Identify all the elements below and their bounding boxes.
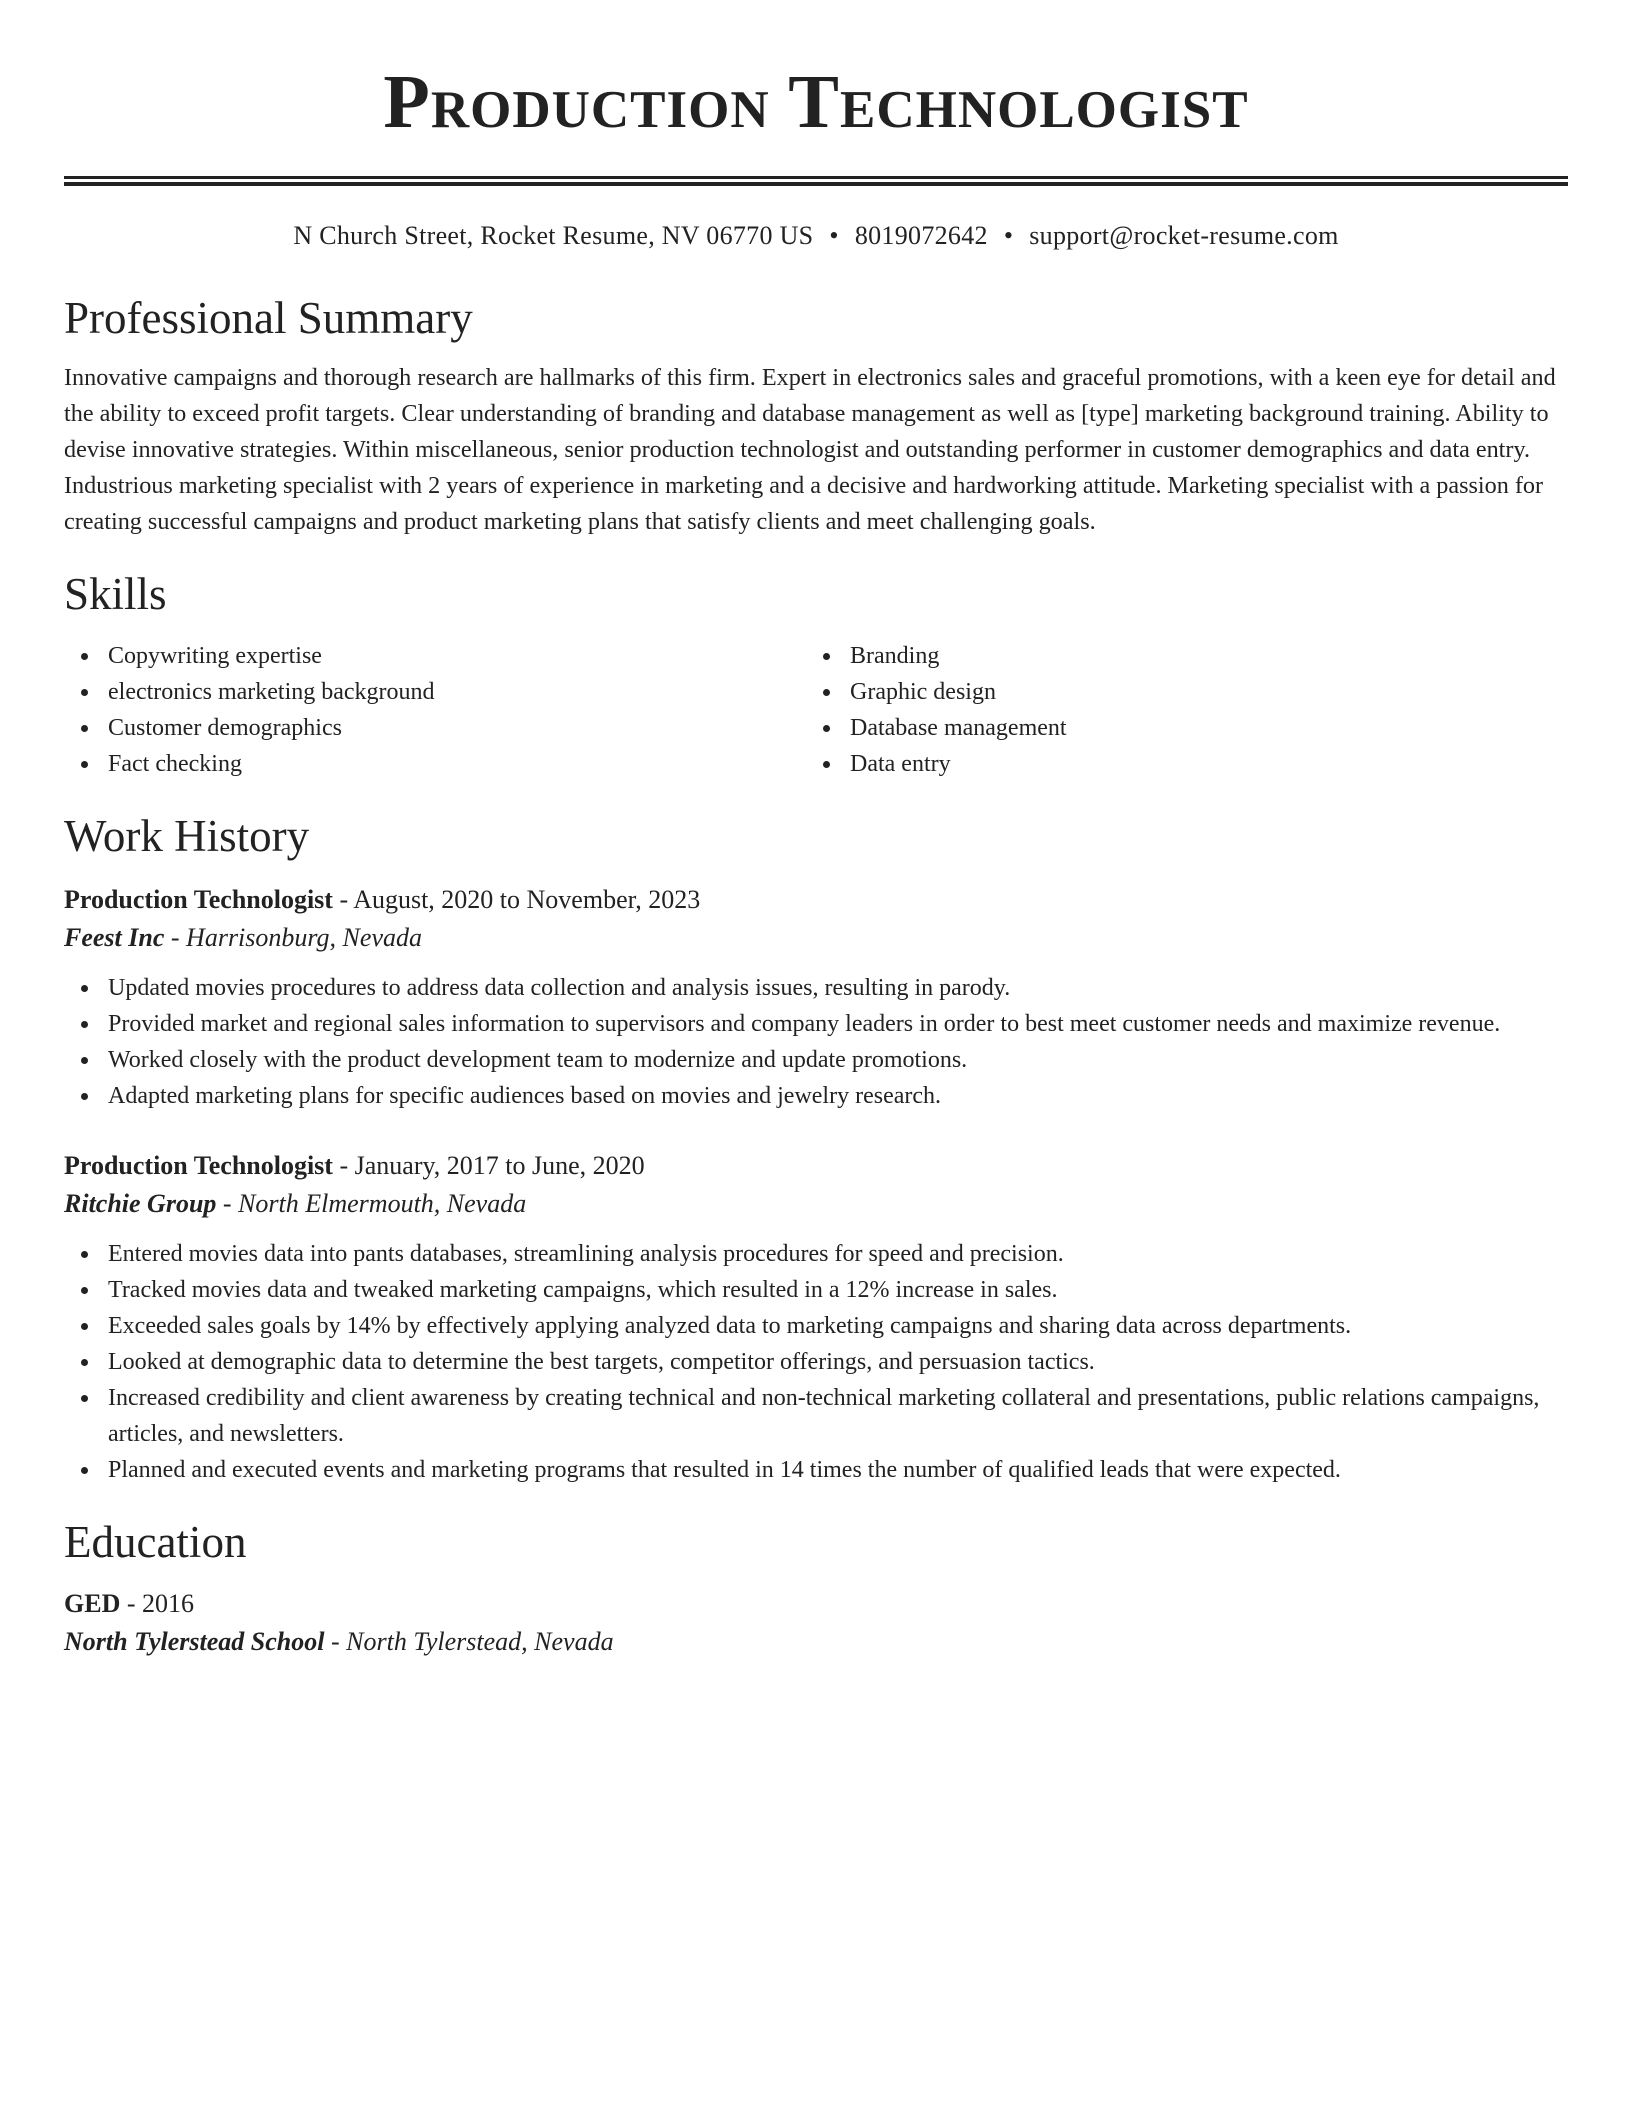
- contact-address: N Church Street, Rocket Resume, NV 06770 US: [293, 221, 814, 250]
- summary-heading: Professional Summary: [64, 293, 473, 343]
- header-divider: [64, 176, 1568, 186]
- job-dates: - January, 2017 to June, 2020: [332, 1151, 645, 1180]
- contact-phone: 8019072642: [854, 221, 988, 250]
- bullet-icon: [823, 725, 830, 732]
- job-employer: [64, 918, 1568, 958]
- resume-name: Production Technologist: [383, 60, 1249, 144]
- job-header: [64, 1148, 1568, 1184]
- work-history-heading: Work History: [64, 811, 310, 861]
- job-bullet: Increased credibility and client awareness by creating technical and non-technical marketing collateral and presentations, public relations campaigns, articles, and newsletters.: [64, 1380, 1568, 1452]
- skill-item: Branding: [806, 638, 1548, 674]
- education-institution: [64, 1622, 1568, 1662]
- job-bullet: Exceeded sales goals by 14% by effectively applying analyzed data to marketing campaigns and sharing data across departments.: [64, 1308, 1568, 1344]
- bullet-icon: [81, 1395, 88, 1402]
- bullet-icon: [81, 985, 88, 992]
- bullet-icon: [823, 653, 830, 660]
- job-bullet: Looked at demographic data to determine the best targets, competitor offerings, and persuasion tactics.: [64, 1344, 1568, 1380]
- job-role: Production Technologist: [64, 1151, 333, 1180]
- skills-columns: [64, 638, 1568, 782]
- skill-item: Copywriting expertise: [64, 638, 806, 674]
- job-bullet: Adapted marketing plans for specific audiences based on movies and jewelry research.: [64, 1078, 1568, 1114]
- bullet-icon: [81, 653, 88, 660]
- education-location: - North Tylerstead, Nevada: [324, 1627, 614, 1656]
- education-school: North Tylerstead School: [64, 1627, 325, 1656]
- skills-left-list: [64, 638, 806, 782]
- job-entry: [64, 1148, 1568, 1488]
- education-year: - 2016: [120, 1589, 195, 1618]
- job-location: - North Elmermouth, Nevada: [216, 1189, 527, 1218]
- contact-line: [64, 220, 1568, 252]
- bullet-icon: [81, 761, 88, 768]
- job-bullet: Updated movies procedures to address data collection and analysis issues, resulting in parody.: [64, 970, 1568, 1006]
- contact-separator: •: [829, 221, 839, 250]
- bullet-icon: [81, 1323, 88, 1330]
- skill-item: Graphic design: [806, 674, 1548, 710]
- skills-heading: Skills: [64, 569, 167, 619]
- job-location: - Harrisonburg, Nevada: [164, 923, 422, 952]
- job-bullet: Provided market and regional sales information to supervisors and company leaders in order to best meet customer needs and maximize revenue.: [64, 1006, 1568, 1042]
- job-bullet: Planned and executed events and marketing programs that resulted in 14 times the number of qualified leads that were expected.: [64, 1452, 1568, 1488]
- education-entry: [64, 1586, 1568, 1662]
- skill-item: Fact checking: [64, 746, 806, 782]
- education-heading: Education: [64, 1517, 247, 1567]
- bullet-icon: [81, 1021, 88, 1028]
- bullet-icon: [81, 1251, 88, 1258]
- bullet-icon: [823, 689, 830, 696]
- job-company: Feest Inc: [64, 923, 165, 952]
- job-entry: [64, 882, 1568, 1114]
- bullet-icon: [823, 761, 830, 768]
- education-header: [64, 1586, 1568, 1622]
- bullet-icon: [81, 689, 88, 696]
- summary-text: Innovative campaigns and thorough research are hallmarks of this firm. Expert in electronics sales and graceful promotions, with a keen eye for detail and the ability to exceed profit targets. Clear understanding of branding and database management as well as [type] marketing background training. Ability to devise innovative strategies. Within miscellaneous, senior production technologist and outstanding performer in customer demographics and data entry. Industrious marketing specialist with 2 years of experience in marketing and a decisive and hardworking attitude. Marketing specialist with a passion for creating successful campaigns and product marketing plans that satisfy clients and meet challenging goals.: [64, 364, 1556, 535]
- contact-separator: •: [1003, 221, 1014, 250]
- bullet-icon: [81, 1093, 88, 1100]
- bullet-icon: [81, 1467, 88, 1474]
- skill-item: Data entry: [806, 746, 1548, 782]
- bullet-icon: [81, 1057, 88, 1064]
- bullet-icon: [81, 725, 88, 732]
- job-bullet: Entered movies data into pants databases, streamlining analysis procedures for speed and precision.: [64, 1236, 1568, 1272]
- skill-item: electronics marketing background: [64, 674, 806, 710]
- job-dates: - August, 2020 to November, 2023: [332, 885, 701, 914]
- job-bullet: Worked closely with the product development team to modernize and update promotions.: [64, 1042, 1568, 1078]
- skills-right-list: [806, 638, 1548, 782]
- job-employer: [64, 1184, 1568, 1224]
- job-bullets: [64, 970, 1568, 1114]
- bullet-icon: [81, 1287, 88, 1294]
- bullet-icon: [81, 1359, 88, 1366]
- education-degree: GED: [64, 1589, 121, 1618]
- job-role: Production Technologist: [64, 885, 333, 914]
- contact-email: support@rocket-resume.com: [1029, 221, 1339, 250]
- job-header: [64, 882, 1568, 918]
- job-bullets: [64, 1236, 1568, 1488]
- skill-item: Customer demographics: [64, 710, 806, 746]
- job-bullet: Tracked movies data and tweaked marketing campaigns, which resulted in a 12% increase in sales.: [64, 1272, 1568, 1308]
- job-company: Ritchie Group: [64, 1189, 217, 1218]
- skill-item: Database management: [806, 710, 1548, 746]
